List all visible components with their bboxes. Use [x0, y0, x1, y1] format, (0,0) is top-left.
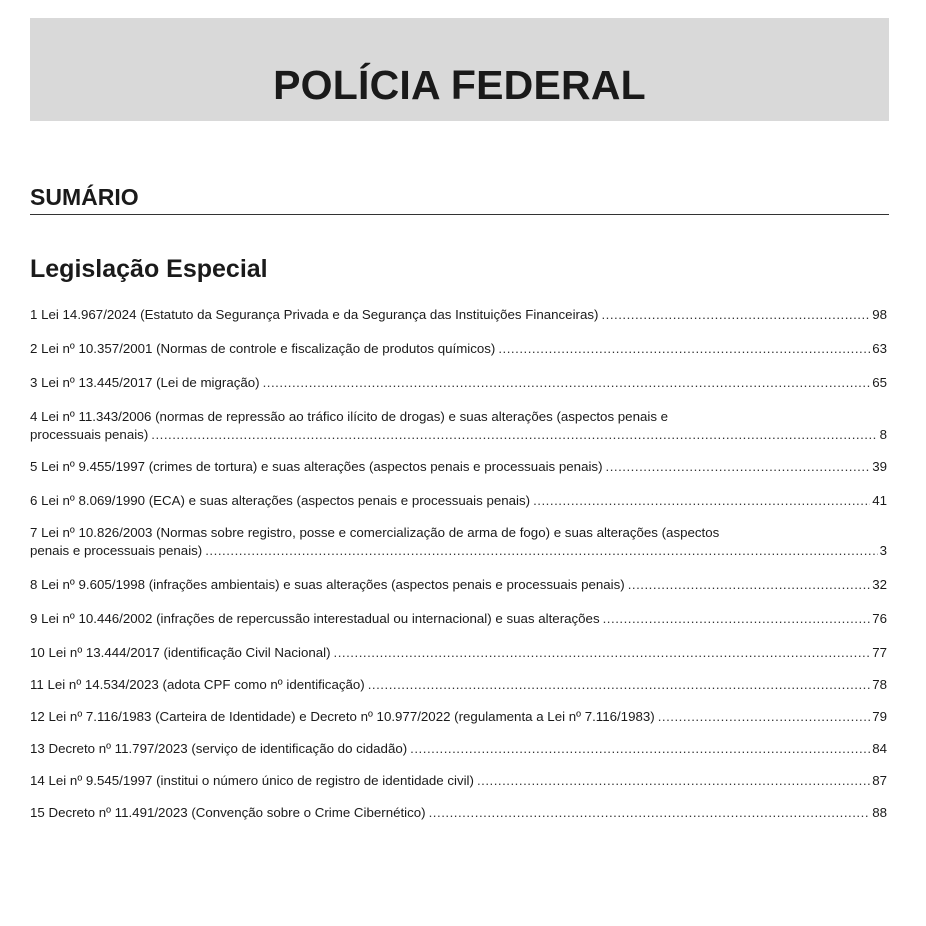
- toc-entry-title: 13 Decreto nº 11.797/2023 (serviço de identificação do cidadão): [30, 741, 408, 756]
- toc-entry-title: 10 Lei nº 13.444/2017 (identificação Civil Nacional): [30, 645, 331, 660]
- toc-entry: [30, 772, 887, 790]
- toc-entry: [30, 740, 887, 758]
- toc-entry: [30, 804, 887, 822]
- toc-entry-line: [30, 644, 887, 662]
- toc-entry-title: 5 Lei nº 9.455/1997 (crimes de tortura) e suas alterações (aspectos penais e processuais penais): [30, 459, 603, 474]
- page-title: POLÍCIA FEDERAL: [273, 62, 646, 108]
- toc-entry-title-line: 4 Lei nº 11.343/2006 (normas de repressão ao tráfico ilícito de drogas) e suas alterações (aspectos penais e: [30, 409, 669, 424]
- toc-entry-title: 14 Lei nº 9.545/1997 (institui o número único de registro de identidade civil): [30, 773, 474, 788]
- toc-entry-line: [30, 426, 887, 444]
- toc-entry: [30, 306, 887, 324]
- toc-page-number: 88: [872, 805, 887, 820]
- toc-entry-title: 2 Lei nº 10.357/2001 (Normas de controle e fiscalização de produtos químicos): [30, 341, 496, 356]
- toc-entry: [30, 340, 887, 358]
- toc-dot-leader: [151, 426, 877, 444]
- toc-page-number: 3: [879, 543, 887, 558]
- toc-entry: [30, 610, 887, 628]
- toc-entry-title: 6 Lei nº 8.069/1990 (ECA) e suas alterações (aspectos penais e processuais penais): [30, 493, 531, 508]
- toc-entry-line: [30, 458, 887, 476]
- toc-entry: [30, 644, 887, 662]
- toc-dot-leader: [601, 306, 870, 324]
- toc-page-number: 8: [879, 427, 887, 442]
- toc-entry-line: [30, 708, 887, 726]
- toc-page-number: 87: [872, 773, 887, 788]
- toc-dot-leader: [263, 374, 871, 392]
- toc-entry-line: [30, 676, 887, 694]
- toc-entry: [30, 524, 887, 560]
- toc-entry-line: [30, 740, 887, 758]
- toc-dot-leader: [533, 492, 870, 510]
- toc-entry-line: [30, 306, 887, 324]
- header-banner: [30, 18, 889, 121]
- toc-entry-title: 12 Lei nº 7.116/1983 (Carteira de Identidade) e Decreto nº 10.977/2022 (regulamenta a Lei nº 7.116/1983): [30, 709, 655, 724]
- toc-dot-leader: [498, 340, 870, 358]
- toc-dot-leader: [368, 676, 870, 694]
- toc-entry-line: [30, 576, 887, 594]
- toc-entry-line: [30, 772, 887, 790]
- toc-entry-line: [30, 340, 887, 358]
- toc-entry-title-line: 7 Lei nº 10.826/2003 (Normas sobre registro, posse e comercialização de arma de fogo) e suas alterações (aspectos: [30, 525, 720, 540]
- toc-dot-leader: [477, 772, 870, 790]
- toc-dot-leader: [429, 804, 871, 822]
- toc-dot-leader: [205, 542, 877, 560]
- toc-dot-leader: [410, 740, 870, 758]
- toc-page-number: 79: [872, 709, 887, 724]
- toc-page-number: 76: [872, 611, 887, 626]
- toc-entry: [30, 408, 887, 444]
- toc-entry-title: 3 Lei nº 13.445/2017 (Lei de migração): [30, 375, 260, 390]
- toc-page-number: 41: [872, 493, 887, 508]
- table-of-contents: [30, 306, 887, 822]
- toc-entry-title: 1 Lei 14.967/2024 (Estatuto da Segurança Privada e da Segurança das Instituições Financeiras): [30, 307, 599, 322]
- toc-entry-title: 9 Lei nº 10.446/2002 (infrações de repercussão interestadual ou internacional) e suas alterações: [30, 611, 600, 626]
- toc-page-number: 39: [872, 459, 887, 474]
- toc-dot-leader: [628, 576, 871, 594]
- toc-entry: [30, 576, 887, 594]
- toc-entry-line: [30, 610, 887, 628]
- toc-entry-title: 8 Lei nº 9.605/1998 (infrações ambientais) e suas alterações (aspectos penais e processuais penais): [30, 577, 625, 592]
- toc-page-number: 63: [872, 341, 887, 356]
- summary-heading: SUMÁRIO: [30, 184, 139, 210]
- toc-dot-leader: [603, 610, 871, 628]
- toc-page-number: 84: [872, 741, 887, 756]
- toc-page-number: 32: [872, 577, 887, 592]
- summary-header: [30, 184, 889, 215]
- toc-entry-title: 11 Lei nº 14.534/2023 (adota CPF como nº identificação): [30, 677, 365, 692]
- toc-page-number: 65: [872, 375, 887, 390]
- toc-page-number: 77: [872, 645, 887, 660]
- toc-entry: [30, 492, 887, 510]
- toc-dot-leader: [334, 644, 871, 662]
- toc-dot-leader: [606, 458, 871, 476]
- toc-entry-title: penais e processuais penais): [30, 543, 203, 558]
- toc-entry-title: 15 Decreto nº 11.491/2023 (Convenção sobre o Crime Cibernético): [30, 805, 426, 820]
- toc-page-number: 78: [872, 677, 887, 692]
- toc-entry: [30, 374, 887, 392]
- toc-entry-line: [30, 542, 887, 560]
- toc-entry: [30, 458, 887, 476]
- section-title: Legislação Especial: [30, 255, 268, 283]
- toc-entry-line: [30, 804, 887, 822]
- toc-page-number: 98: [872, 307, 887, 322]
- toc-dot-leader: [658, 708, 871, 726]
- toc-entry: [30, 676, 887, 694]
- toc-entry-line: [30, 374, 887, 392]
- toc-entry-line: [30, 492, 887, 510]
- toc-entry-title: processuais penais): [30, 427, 149, 442]
- toc-entry: [30, 708, 887, 726]
